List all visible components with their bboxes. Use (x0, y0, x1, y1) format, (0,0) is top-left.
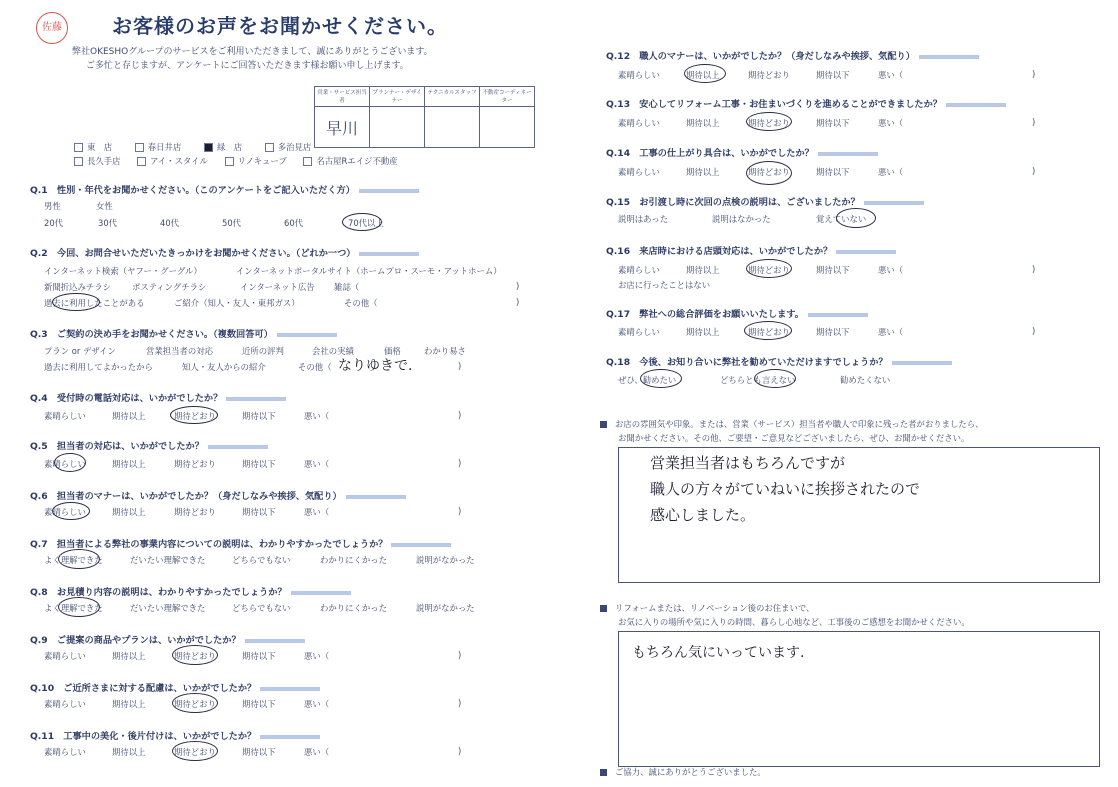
q8-option[interactable]: よく理解できた (44, 603, 103, 613)
answer-circle (836, 208, 876, 228)
q3-option[interactable]: プラン or デザイン (44, 346, 116, 356)
comment1-prompt-line-2: お聞かせください。その他、ご要望・ご意見などございましたら、ぜひ、お聞かせください。 (618, 433, 970, 443)
q12-option[interactable]: 期待以下 (816, 70, 850, 80)
q18-label: Q.18 今後、お知り合いに弊社を勧めていただけますでしょうか？ (606, 354, 952, 368)
q12-label: Q.12 職人のマナーは、いかがでしたか？（身だしなみや挨拶、気配り） (606, 48, 979, 62)
seal-stamp: 佐藤 (36, 12, 68, 44)
q2-option[interactable]: インターネット検索（ヤフー・グーグル） (44, 266, 202, 276)
q9-close-paren: ) (458, 650, 462, 660)
q11-option[interactable]: 期待以上 (112, 747, 146, 757)
q13-label: Q.13 安心してリフォーム工事・お住まいづくりを進めることができましたか？ (606, 96, 1006, 110)
q11-option[interactable]: 期待どおり (174, 747, 216, 757)
q11-option[interactable]: 期待以下 (242, 747, 276, 757)
q10-option[interactable]: 期待以上 (112, 699, 146, 709)
q11-label: Q.11 工事中の美化・後片付けは、いかがでしたか？ (30, 728, 320, 742)
q9-option[interactable]: 期待以上 (112, 651, 146, 661)
store-checkbox[interactable] (303, 157, 312, 166)
q1-label: Q.1 性別・年代をお聞かせください。（このアンケートをご記入いただく方） (30, 182, 419, 196)
q14-option[interactable]: 悪い（ (878, 167, 904, 177)
q14-option[interactable]: 期待以上 (686, 167, 720, 177)
staff-realestate-cell[interactable] (480, 107, 535, 148)
q11-option[interactable]: 素晴らしい (44, 747, 86, 757)
q17-option[interactable]: 期待どおり (748, 327, 790, 337)
q16-close-paren: ) (1032, 264, 1036, 274)
q6-option[interactable]: 素晴らしい (44, 507, 86, 517)
q8-label: Q.8 お見積り内容の説明は、わかりやすかったでしょうか？ (30, 584, 351, 598)
q13-option[interactable]: 悪い（ (878, 118, 904, 128)
q1-age[interactable]: 20代 (44, 218, 64, 228)
store-checkbox[interactable] (265, 143, 274, 152)
q11-close-paren: ) (458, 746, 462, 756)
comment1-prompt-line-1: お店の雰囲気や印象。または、営業（サービス）担当者や職人で印象に残った者がおりましたら、 (600, 418, 984, 430)
q5-option[interactable]: 悪い（ (304, 459, 330, 469)
q5-label: Q.5 担当者の対応は、いかがでしたか？ (30, 438, 268, 452)
store-row-1: 東 店 春日井店 緑 店 多治見店 (74, 141, 311, 153)
answer-circle (746, 112, 792, 131)
q15-option[interactable]: 説明はなかった (712, 214, 771, 224)
q17-option[interactable]: 期待以下 (816, 327, 850, 337)
answer-circle (172, 693, 218, 713)
q18-option[interactable]: どちらとも言えない (720, 375, 796, 385)
q8-option[interactable]: 説明がなかった (416, 603, 475, 613)
q3-option[interactable]: その他（ (298, 362, 332, 372)
q13-option[interactable]: 期待以下 (816, 118, 850, 128)
answer-circle (744, 321, 792, 340)
q5-option[interactable]: 期待以下 (242, 459, 276, 469)
q3-option[interactable]: 会社の実績 (312, 346, 354, 356)
answer-circle (754, 369, 796, 388)
q9-option[interactable]: 悪い（ (304, 651, 330, 661)
q3-option[interactable]: 価格 (384, 346, 401, 356)
q13-option[interactable]: 素晴らしい (618, 118, 660, 128)
q1-age[interactable]: 40代 (160, 218, 180, 228)
intro-line-1: 弊社OKESHOグループのサービスをご利用いただきまして、誠にありがとうございます。 (72, 47, 433, 57)
q10-option[interactable]: 素晴らしい (44, 699, 86, 709)
q12-close-paren: ) (1032, 69, 1036, 79)
q2-option[interactable]: ポスティングチラシ (132, 282, 207, 292)
q2-option[interactable]: その他（ (344, 298, 378, 308)
answer-circle (52, 502, 90, 520)
q13-option[interactable]: 期待以上 (686, 118, 720, 128)
store-checkbox[interactable] (225, 157, 234, 166)
comment1-handwritten-line-3: 感心しました。 (650, 506, 756, 524)
q16-option[interactable]: 期待以下 (816, 265, 850, 275)
comment1-handwritten-line-2: 職人の方々がていねいに挨拶されたので (650, 480, 921, 498)
q7-option[interactable]: わかりにくかった (320, 555, 387, 565)
q12-option[interactable]: 素晴らしい (618, 70, 660, 80)
q3-option[interactable]: 過去に利用してよかったから (44, 362, 153, 372)
q5-option[interactable]: 期待どおり (174, 459, 216, 469)
answer-circle (746, 161, 792, 185)
q5-close-paren: ) (458, 458, 462, 468)
q7-option[interactable]: 説明がなかった (416, 555, 475, 565)
q11-option[interactable]: 悪い（ (304, 747, 330, 757)
q18-option[interactable]: ぜひ、勧めたい (618, 375, 677, 385)
q17-option[interactable]: 期待以上 (686, 327, 720, 337)
q15-option[interactable]: 覚えていない (816, 214, 867, 224)
q1-gender-female[interactable]: 女性 (96, 201, 113, 211)
q18-option[interactable]: 勧めたくない (840, 375, 891, 385)
answer-circle (52, 293, 100, 311)
intro-line-2: ご多忙と存じますが、アンケートにご回答いただきます様お願い申し上げます。 (86, 61, 409, 71)
q8-option[interactable]: わかりにくかった (320, 603, 387, 613)
comment1-handwritten-line-1: 営業担当者はもちろんですが (650, 454, 846, 472)
q1-age[interactable]: 70代以上 (348, 218, 384, 228)
q13-option[interactable]: 期待どおり (748, 118, 790, 128)
q7-option[interactable]: だいたい理解できた (130, 555, 206, 565)
q2-close-paren: ) (516, 281, 520, 291)
q14-option[interactable]: 期待どおり (748, 167, 790, 177)
q16-label: Q.16 来店時における店頭対応は、いかがでしたか？ (606, 243, 896, 257)
comment2-handwritten: もちろん気にいっています. (632, 645, 805, 661)
answer-circle (170, 406, 218, 424)
q9-option[interactable]: 期待以下 (242, 651, 276, 661)
q5-option[interactable]: 素晴らしい (44, 459, 86, 469)
q16-option[interactable]: 期待以上 (686, 265, 720, 275)
q7-option[interactable]: どちらでもない (232, 555, 291, 565)
q2-option[interactable]: 新聞折込みチラシ (44, 282, 111, 292)
q2-option[interactable]: 雑誌（ (334, 282, 360, 292)
q15-label: Q.15 お引渡し時に次回の点検の説明は、ございましたか？ (606, 194, 924, 208)
q4-option[interactable]: 期待以上 (112, 411, 146, 421)
q17-label: Q.17 弊社への総合評価をお願いいたします。 (606, 306, 868, 320)
q3-close-paren: ) (458, 361, 462, 371)
answer-circle (746, 259, 792, 278)
q5-option[interactable]: 期待以上 (112, 459, 146, 469)
q2-label: Q.2 今回、お問合せいただいたきっかけをお聞かせください。（どれか一つ） (30, 245, 419, 259)
answer-circle (172, 645, 218, 665)
q12-option[interactable]: 期待以上 (686, 70, 720, 80)
staff-header: プランナー・デザイナー (370, 87, 425, 107)
q14-option[interactable]: 素晴らしい (618, 167, 660, 177)
answer-circle (54, 453, 86, 472)
q2-close-paren: ) (516, 297, 520, 307)
q16-option[interactable]: 期待どおり (748, 265, 790, 275)
store-row-2: 長久手店 アイ・スタイル リノキューブ 名古屋Rエイジ不動産 (74, 155, 398, 167)
q10-option[interactable]: 期待どおり (174, 699, 216, 709)
q8-option[interactable]: だいたい理解できた (130, 603, 206, 613)
staff-sales-name[interactable]: 早川 (315, 107, 370, 148)
q9-label: Q.9 ご提案の商品やプランは、いかがでしたか？ (30, 632, 305, 646)
comment2-prompt-line-1: リフォームまたは、リノベーション後のお住まいで、 (600, 602, 814, 614)
q1-gender-male[interactable]: 男性 (44, 201, 61, 211)
answer-circle (172, 741, 218, 761)
q4-option[interactable]: 素晴らしい (44, 411, 86, 421)
q4-label: Q.4 受付時の電話対応は、いかがでしたか？ (30, 390, 286, 404)
q16-option[interactable]: 悪い（ (878, 265, 904, 275)
store-checkbox-checked[interactable] (204, 143, 213, 152)
q2-option[interactable]: インターネット広告 (240, 282, 315, 292)
q6-label: Q.6 担当者のマナーは、いかがでしたか？（身だしなみや挨拶、気配り） (30, 488, 406, 502)
q2-option[interactable]: ご紹介（知人・友人・東邦ガス） (174, 298, 300, 308)
q12-option[interactable]: 悪い（ (878, 70, 904, 80)
q14-close-paren: ) (1032, 166, 1036, 176)
q16-extra-option[interactable]: お店に行ったことはない (618, 280, 711, 290)
q14-option[interactable]: 期待以下 (816, 167, 850, 177)
store-checkbox[interactable] (137, 157, 146, 166)
q4-option[interactable]: 悪い（ (304, 411, 330, 421)
q2-option[interactable]: インターネットポータルサイト（ホームプロ・スーモ・アットホーム） (236, 266, 502, 276)
thanks-note: ご協力、誠にありがとうございました。 (600, 766, 766, 778)
q3-option[interactable]: 近所の評判 (242, 346, 284, 356)
store-checkbox[interactable] (74, 157, 83, 166)
q3-option[interactable]: わかり易さ (424, 346, 466, 356)
staff-tech-cell[interactable] (425, 107, 480, 148)
staff-header: テクニカルスタッフ (425, 87, 480, 107)
staff-planner-cell[interactable] (370, 107, 425, 148)
store-checkbox[interactable] (135, 143, 144, 152)
q10-close-paren: ) (458, 698, 462, 708)
q6-option[interactable]: 期待どおり (174, 507, 216, 517)
q6-option[interactable]: 悪い（ (304, 507, 330, 517)
q2-option[interactable]: 過去に利用したことがある (44, 298, 145, 308)
q4-option[interactable]: 期待どおり (174, 411, 216, 421)
answer-circle (58, 549, 100, 569)
q10-option[interactable]: 悪い（ (304, 699, 330, 709)
q14-label: Q.14 工事の仕上がり具合は、いかがでしたか？ (606, 145, 878, 159)
answer-circle (58, 597, 100, 617)
q4-option[interactable]: 期待以下 (242, 411, 276, 421)
q7-label: Q.7 担当者による弊社の事業内容についての説明は、わかりやすかったでしょうか？ (30, 536, 451, 550)
answer-circle (640, 369, 682, 388)
q10-option[interactable]: 期待以下 (242, 699, 276, 709)
q17-option[interactable]: 悪い（ (878, 327, 904, 337)
q4-close-paren: ) (458, 410, 462, 420)
answer-circle (684, 64, 726, 83)
q12-option[interactable]: 期待どおり (748, 70, 790, 80)
q1-age[interactable]: 60代 (284, 218, 304, 228)
q17-close-paren: ) (1032, 326, 1036, 336)
store-checkbox[interactable] (74, 143, 83, 152)
q6-option[interactable]: 期待以上 (112, 507, 146, 517)
q16-option[interactable]: 素晴らしい (618, 265, 660, 275)
q13-close-paren: ) (1032, 117, 1036, 127)
q1-age[interactable]: 50代 (222, 218, 242, 228)
q6-close-paren: ) (458, 506, 462, 516)
comment2-prompt-line-2: お気に入りの場所や気に入りの時間、暮らし心地など、工事後のご感想をお聞かせください。 (618, 617, 970, 627)
answer-circle (342, 213, 382, 231)
page-title: お客様のお声をお聞かせください。 (112, 14, 448, 38)
q10-label: Q.10 ご近所さまに対する配慮は、いかがでしたか？ (30, 680, 320, 694)
q7-option[interactable]: よく理解できた (44, 555, 103, 565)
q6-option[interactable]: 期待以下 (242, 507, 276, 517)
staff-header: 不動産コーディネーター (480, 87, 535, 107)
staff-table (314, 86, 535, 148)
q15-option[interactable]: 説明はあった (618, 214, 669, 224)
q3-option[interactable]: 知人・友人からの紹介 (182, 362, 266, 372)
q3-option[interactable]: 営業担当者の対応 (146, 346, 213, 356)
staff-header: 営業・サービス担当者 (315, 87, 370, 107)
q3-handwritten-other: なりゆきで. (338, 358, 413, 374)
q3-label: Q.3 ご契約の決め手をお聞かせください。（複数回答可） (30, 326, 337, 340)
q9-option[interactable]: 期待どおり (174, 651, 216, 661)
q8-option[interactable]: どちらでもない (232, 603, 291, 613)
q17-option[interactable]: 素晴らしい (618, 327, 660, 337)
q9-option[interactable]: 素晴らしい (44, 651, 86, 661)
q1-age[interactable]: 30代 (98, 218, 118, 228)
